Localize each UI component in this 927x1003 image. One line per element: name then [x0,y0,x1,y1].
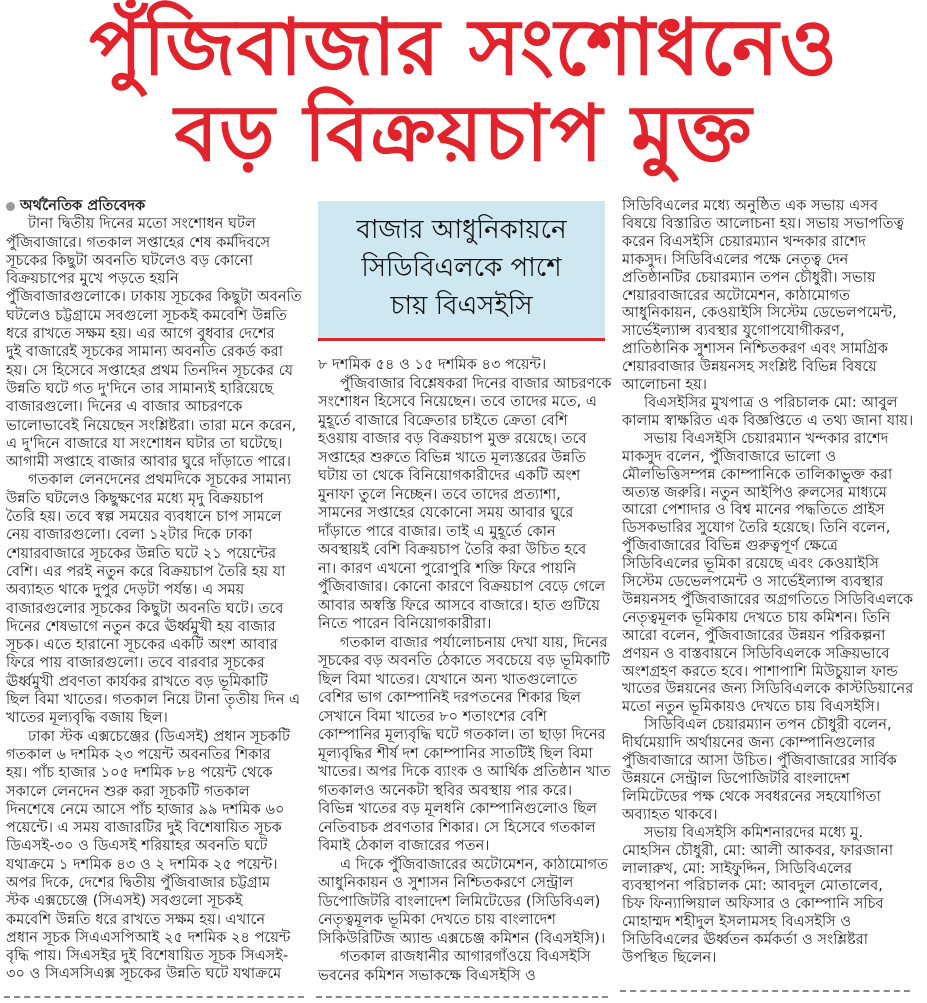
article-text-line: সার্ভেইল্যান্স ব্যবস্থার যুগোপযোগীকরণ, [622,322,845,340]
article-text-line: ৮ দশমিক ৫৪ ও ১৫ দশমিক ৪৩ পয়েন্ট। [318,356,547,373]
article-text-line: বিএসইসির মুখপাত্র ও পরিচালক মো: আবুল [644,393,898,411]
subheadline-line-3: চায় বিএসইসি [390,291,533,321]
article-text-line: দাঁড়াতে পারে বাজার। তাই এ মুহূর্তে কোন [318,522,556,540]
article-text-line: সূচক। এতে হারানো সূচকের একটি অংশ আবার [6,636,278,654]
article-text-line: উন্নয়নসহ পুঁজিবাজারের অগ্রগতিতে সিডিবিএলকে [622,590,914,608]
headline-line-1: পুঁজিবাজার সংশোধনেও [89,3,838,93]
article-text-line: আধুনিকায়ন ও সুশাসন নিশ্চিতকরণে সেন্ট্রাল [318,874,574,891]
article-text-line: পুঁজিবাজারে আসা উচিত। পুঁজিবাজারের সার্বিক [622,752,897,770]
article-text-line: দিনের শেষভাগে নতুন করে ঊর্ধ্বমুখী হয় বাজার [6,617,276,635]
article-text-line: ডিপোজিটরি বাংলাদেশ লিমিটেডের (সিডিবিএল) [318,892,601,910]
article-text-line: গতকালও অনেকটা স্থবির অবস্থায় পার করে। [318,781,573,799]
article-text-line: গতকাল বাজার পর্যালোচনায় দেখা যায়, দিনের [340,633,608,651]
article-text-line: স্টক এক্সচেঞ্জে (সিএসই) সবগুলো সূচকই [6,892,243,910]
article-text-line: সভায় বিএসইসি কমিশনারদের মধ্যে মু. [644,823,864,841]
article-text-line: ছিল বিমা খাতের। গতকাল নিয়ে টানা তৃতীয় দিন এ [6,691,301,709]
article-text-line: পুঁজিবাজারগুলোকে। ঢাকায় সূচকের কিছুটা অবনতি [6,288,302,306]
subheadline-line-1: বাজার আধুনিকায়নে [356,215,567,245]
article-text-line: বাজারগুলোর সূচকের কিছুটা অবনতি ঘটে। তবে [6,599,284,617]
article-text-line: খাতের। অপর দিকে ব্যাংক ও আর্থিক প্রতিষ্ঠান খাত [318,763,611,780]
article-text-line: উন্নতি ঘটলেও কিছুক্ষণের মধ্যে মৃদু বিক্রয়চাপ [6,489,264,507]
article-text-line: আলোচনা হয়। [622,376,707,394]
headline-line-2: বড় বিক্রয়চাপ মুক্ত [174,89,753,179]
article-text-line: নেতৃত্বমূলক ভূমিকা দেখতে চায় বাংলাদেশ [318,911,556,928]
article-text-line: কমবেশি উন্নতি ধরে রাখতে সক্ষম হয়। এখানে [6,910,266,928]
article-text-line: সূচকের বড় অবনতি ঠেকাতে সবচেয়ে বড় ভূমিকাটি [318,652,610,669]
article-text-line: গতকাল রাজধানীর আগারগাঁওয়ে বিএসইসি [340,948,591,965]
article-text-line: কালাম স্বাক্ষরিত এক বিজ্ঞপ্তিতে এ তথ্য জানা যায়। [622,411,914,429]
article-text-line: চিফ ফিন্যান্সিয়াল অফিসার ও কোম্পানি সচিব [622,895,884,913]
article-text-line: হয়। সে হিসেবে সপ্তাহের প্রথম তিনদিন সূচকের যে [6,361,294,379]
article-text-line: ঊর্ধ্বমুখী প্রবণতা কার্যকর রাখতে বড় ভূমিকাটি [6,672,268,690]
article-text-line: বেশি। এর পরই নতুন করে বিক্রয়চাপ তৈরি হয় যা [6,562,286,580]
article-text-line: ডিসকভারির সুযোগ তৈরি হয়েছে। তিনি বলেন, [622,519,891,537]
article-text-line: আবার অস্বস্তি ফিরে আসবে বাজারে। হাত গুটিয়ে [318,596,600,614]
article-text-line: উন্নতি ঘটে গত দু'দিনে তার সামান্যই হারিয়েছে [6,379,274,397]
article-text-line: মূল্যবৃদ্ধির শীর্ষ দশ কোম্পানির সাতটিই ছিল বিমা [318,744,593,762]
article-text-line: দীর্ঘমেয়াদি অর্থায়নের জন্য কোম্পানিগুলোর [622,734,876,752]
article-text-line: অপর দিকে, দেশের দ্বিতীয় পুঁজিবাজার চট্টগ্রাম [6,873,271,891]
article-text-line: মোহাম্মদ শহীদুল ইসলামসহ বিএসইসি ও [622,913,852,931]
article-text-line: সিডিবিএলের মধ্যে অনুষ্ঠিত এক সভায় এসব [622,197,878,214]
column-divider [316,996,608,998]
article-text-line: বিক্রয়চাপের মুখে পড়তে হয়নি [6,270,179,288]
article-text-line: উন্নয়নে সেন্ট্রাল ডিপোজিটরি বাংলাদেশ [622,770,850,787]
article-text-line: ভালোভাবেই নিয়েছেন সংশ্লিষ্টরা। তারা মনে করেন, [6,416,297,434]
article-text-line: পুঁজিবাজার বিশ্লেষকরা দিনের বাজার আচরণকে [340,374,612,392]
article-text-line: সূচকের কিছুটা অবনতি ঘটলেও বড় কোনো [6,251,253,269]
article-text-line: না। কারণ এখনো পুরোপুরি শক্তি ফিরে পায়নি [318,559,577,577]
article-text-line: আরো বলেন, পুঁজিবাজারের উন্নয়ন পরিকল্পনা [622,626,886,644]
article-text-line: ঢাকা স্টক এক্সচেঞ্জের (ডিএসই) প্রধান সূচকটি [28,727,291,745]
article-text-line: ধরে রাখতে সক্ষম হয়। এর আগে বুধবার দেশের [6,325,275,343]
article-text-line: খাতের মূল্যবৃদ্ধি বজায় ছিল। [6,709,168,727]
article-text-line: তৈরি হয়। তবে স্বল্প সময়ের ব্যবধানে চাপ সামলে [6,508,282,526]
article-text-line: সিডিবিএল চেয়ারম্যান তপন চৌধুরী বলেন, [644,716,892,734]
article-text-line: অত্যন্ত জরুরি। নতুন আইপিও রুলসের মাধ্যমে [622,483,887,501]
byline-text: অর্থনৈতিক প্রতিবেদক [20,197,146,214]
article-text-line: পুঁজিবাজারের বিভিন্ন গুরুত্বপূর্ণ ক্ষেত্রে [622,537,838,555]
article-text-line: ঘটায় তা থেকে বিনিয়োগকারীদের একটি অংশ [318,467,581,484]
column-divider [620,990,910,992]
article-text-line: টানা দ্বিতীয় দিনের মতো সংশোধন ঘটল [28,215,256,233]
article-text-line: বাজারগুলো। দিনের এ বাজার আচরণকে [6,398,243,416]
article-text-line: করেন বিএসইসি চেয়ারম্যান খন্দকার রাশেদ [622,232,866,250]
article-text-line: মাকসুদ বলেন, পুঁজিবাজারে ভালো ও [622,447,837,465]
article-text-line: শেয়ারবাজারের অটোমেশন, কাঠামোগত [622,286,851,304]
article-text-line: লিমিটেডের পক্ষ থেকে সবধরনের সহযোগিতা [622,787,881,805]
article-text-line: সামনের সপ্তাহের যেকোনো সময় আবার ঘুরে [318,504,574,521]
article-text-line: নিতে পারেন বিনিয়োগকারীরা। [318,615,492,632]
article-text-line: দিনশেষে নেমে আসে পাঁচ হাজার ৯৯ দশমিক ৬০ [6,800,285,818]
article-text-line: এ দু'দিনে বাজারে যা সংশোধন ঘটার তা ঘটেছে। [6,434,283,452]
article-text-line: হয়। পাঁচ হাজার ১০৫ দশমিক ৮৪ পয়েন্ট থেকে [6,764,273,782]
article-text-line: এ দিকে পুঁজিবাজারের অটোমেশন, কাঠামোগত [340,855,609,873]
article-text-line: হওয়ায় বাজার বড় বিক্রয়চাপ মুক্ত রয়েছে। তবে [318,430,587,447]
byline [6,197,306,215]
bullet-icon [6,202,15,211]
article-text-line: পুঁজিবাজারে। গতকাল সপ্তাহের শেষ কর্মদিবসে [6,233,271,251]
article-text-line: অব্যাহত থাকে দুপুর দেড়টা পর্যন্ত। এ সময় [6,581,245,599]
article-text-line: আধুনিকায়ন, কেওয়াইসি সিস্টেম ডেভেলপমেন্ট, [622,304,897,322]
article-column-3 [622,197,925,967]
article-text-line: প্রণয়ন ও বাস্তবায়নে সিডিবিএলকে সক্রিয়ভাবে [622,644,890,662]
article-text-line: নেতৃত্বমূলক ভূমিকায় দেখতে চায় কমিশন। তিনি [622,608,891,626]
article-text-line: আরো পেশাদার ও বিশ্ব মানের পদ্ধতিতে প্রাইস [622,501,885,519]
article-text-line: ভবনের কমিশন সভাকক্ষে বিএসইসি ও [318,966,536,984]
article-text-line: মোহসিন চৌধুরী, মো: আলী আকবর, ফারজানা [622,841,894,859]
article-text-line: অবস্থায়ই বেশি বিক্রয়চাপ তৈরি করা উচিত হবে [318,541,587,558]
article-column-1 [6,197,306,984]
article-text-line: সিস্টেম ডেভেলপমেন্ট ও সার্ভেইল্যান্স ব্যবস্থার [622,573,884,591]
article-text-line: ব্যবস্থাপনা পরিচালক মো: আবদুল মোতালেব, [622,877,883,895]
article-text-line: উপস্থিত ছিলেন। [622,949,717,967]
article-text-line: প্রধান সূচক সিএএসপিআই ২৫ দশমিক ২৪ পয়েন্ট [6,928,291,946]
article-text-line: পুঁজিবাজার। কোনো কারণে বিক্রয়চাপ বেড়ে গেলে [318,578,606,595]
article-text-line: মাকসুদ। সিডিবিএলের পক্ষে নেতৃত্ব দেন [622,250,849,268]
article-text-line: নেতিবাচক প্রবণতার শিকার। সে হিসেবে গতকাল [318,818,596,836]
article-text-line: শেয়ারবাজারে সূচকের উন্নতি ঘটে ২১ পয়েন্টের [6,544,277,562]
article-text-line: সংশোধন হিসেবে নিয়েছেন। তবে তাদের মতে, এ [318,393,598,410]
article-text-line: মুহূর্তে বাজারে বিক্রেতার চাইতে ক্রেতা বেশি [318,411,568,429]
article-text-line: নেয় বাজারগুলো। বেলা ১২টার দিকে ঢাকা [6,526,253,544]
subheadline-line-2: সিডিবিএলকে পাশে [361,253,562,283]
article-text-line: সপ্তাহের শুরুতে বিভিন্ন খাতে মূল্যস্তরের উন্নতি [318,448,586,466]
article-text-line: গতকাল ৬ দশমিক ২৩ পয়েন্ট অবনতির শিকার [6,745,271,763]
article-text-line: দুই বাজারেই সূচকের সামান্য অবনতি রেকর্ড করা [6,343,283,361]
article-text-line: সিডিবিএলের ঊর্ধ্বতন কর্মকর্তা ও সংশ্লিষ্টরা [622,931,869,949]
article-text-line: সকালে লেনদেন শুরু করা সূচকটি গতকাল [6,782,250,800]
article-text-line: ডিএসই-৩০ ও ডিএসই শরিয়াহর অবনতি ঘটে [6,837,268,855]
article-text-line: মৌলভিত্তিসম্পন্ন কোম্পানিকে তালিকাভুক্ত করা [622,465,893,483]
article-text-line: বিষয়ে বিস্তারিত আলোচনা হয়। সভায় সভাপতিত্ব [622,214,904,232]
article-text-line: প্রতিষ্ঠানটির চেয়ারম্যান তপন চৌধুরী। সভায় [622,268,876,286]
article-text-line: সিডিবিএলের ভূমিকা রয়েছে এবং কেওয়াইসি [622,555,879,573]
subheadline-box [318,201,605,341]
article-text-line: বিভিন্ন খাতের বড় মূলধনি কোম্পানিগুলোও ছিল [318,800,598,817]
article-column-2 [318,356,612,985]
article-text-line: মুনাফা তুলে নিচ্ছেন। তবে তাদের প্রত্যাশা, [318,485,561,503]
article-text-line: যথাক্রমে ১ দশমিক ৪৩ ও ২ দশমিক ২৫ পয়েন্ট। [6,855,278,873]
article-text-line: ঘটলেও চট্টগ্রামে সবগুলো সূচকই কমবেশি উন্নতি [6,306,287,324]
article-text-line: লালারুখ, মো: সাইফুদ্দিন, সিডিবিএলের [622,859,853,877]
article-text-line: শেয়ারবাজার উন্নয়নসহ সংশ্লিষ্ট বিভিন্ন বিষয়ে [622,358,877,376]
article-text-line: ৩০ ও সিএসসিএক্স সূচকের উন্নতি ঘটে যথাক্রমে [6,965,282,983]
article-text-line: বৃদ্ধি পায়। সিএসইর দুই বিশেষায়িত সূচক সিএসই- [6,947,289,965]
article-text-line: গতকাল লেনদেনের প্রথমদিকে সূচকের সামান্য [28,471,292,489]
article-text-line: ছিল বিমা খাতের। যেখানে অন্য খাতগুলোতে [318,670,578,688]
article-text-line: খাতের উন্নয়নের জন্য সিডিবিএলকে কাস্টডিয়ানের [622,680,914,698]
article-text-line: কোম্পানির মূল্যবৃদ্ধি ঘটে গতকাল। তা ছাড়া দিনের [318,726,606,743]
article-text-line: অংশগ্রহণ করতে হবে। পাশাপাশি মিউচুয়াল ফান্ড [622,662,898,680]
article-text-line: সভায় বিএসইসি চেয়ারম্যান খন্দকার রাশেদ [644,429,889,447]
article-text-line: বিমাই ঠেকাল বাজারের পতন। [318,837,490,854]
article-text-line: মতো নতুন ভূমিকায়ও দেখতে চায় বিএসইসি। [622,698,881,716]
article-text-line: পয়েন্টে। এ সময় বাজারটির দুই বিশেষায়িত সূচক [6,819,282,837]
article-text-line: সেখানে বিমা খাতের ৮০ শতাংশের বেশি [318,707,547,725]
article-text-line: আগামী সপ্তাহে বাজার আবার ঘুরে দাঁড়াতে পারে। [6,453,291,471]
article-text-line: ফিরে পায় বাজারগুলো। তবে বারবার সূচকের [6,654,265,672]
column-divider [4,996,304,998]
article-text-line: প্রাতিষ্ঠানিক সুশাসন নিশ্চিতকরণ এবং সামগ্রিক [622,340,888,358]
article-text-line: সিকিউরিটিজ অ্যান্ড এক্সচেঞ্জ কমিশন (বিএসইসি)। [318,929,606,947]
article-text-line: অব্যাহত থাকবে। [622,805,718,823]
article-text-line: বেশির ভাগ কোম্পানিই দরপতনের শিকার ছিল [318,689,582,706]
